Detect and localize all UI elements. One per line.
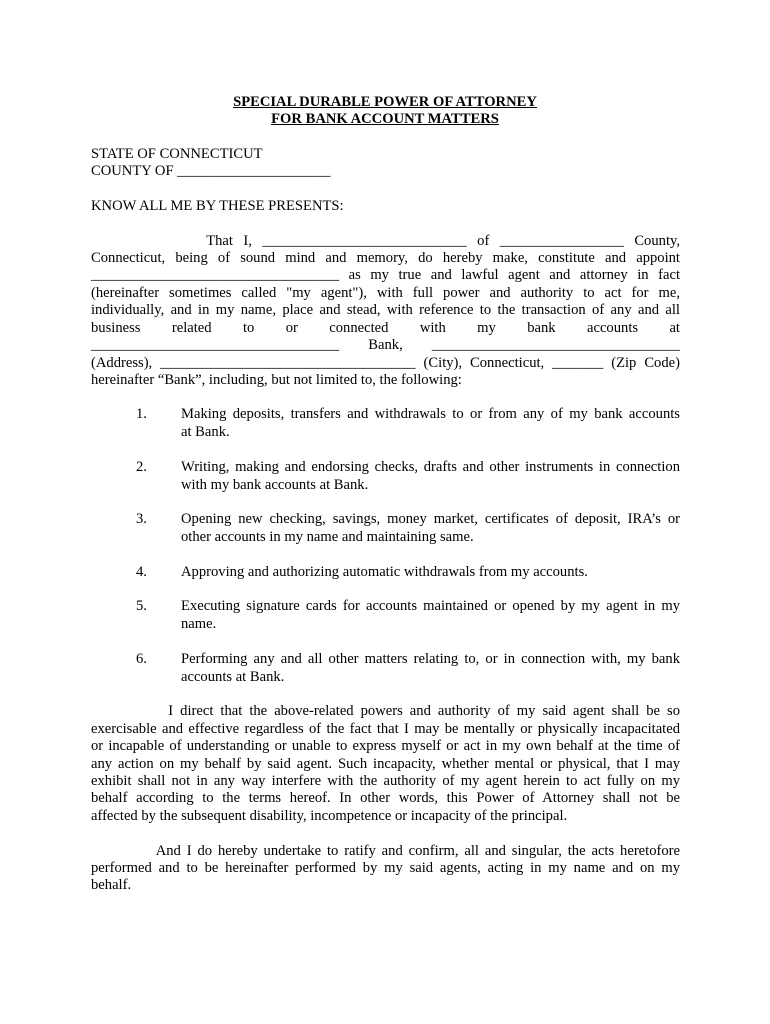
direct-line: exhibit shall not in any way interfere with the authority of my agent herein to act fully on my [91, 773, 680, 789]
list-item-number: 5. [136, 598, 147, 614]
intro-line: __________________________________ Bank, __________________________________ [91, 337, 680, 353]
list-item-line: name. [181, 615, 217, 632]
intro-line: individually, and in my name, place and stead, with reference to the transaction of any and all [91, 302, 680, 318]
list-item-number: 3. [136, 511, 147, 527]
list-item-line: Performing any and all other matters relating to, or in connection with, my bank [181, 651, 680, 667]
ratify-last-line: behalf. [91, 877, 132, 893]
list-item-line: at Bank. [181, 423, 230, 440]
list-item-line: other accounts in my name and maintaining same. [181, 528, 474, 545]
direct-line: exercisable and effective regardless of the fact that I may be mentally or physically incapacitated [91, 721, 680, 737]
list-item-line: Executing signature cards for accounts maintained or opened by my agent in my [181, 598, 680, 614]
list-item-line: Opening new checking, savings, money market, certificates of deposit, IRA’s or [181, 511, 680, 527]
intro-line: Connecticut, being of sound mind and memory, do hereby make, constitute and appoint [91, 250, 680, 266]
list-item-line: Making deposits, transfers and withdrawals to or from any of my bank accounts [181, 406, 680, 422]
direct-line: I direct that the above-related powers and authority of my said agent shall be so [91, 703, 680, 719]
list-item-text [181, 651, 680, 686]
document-title-line2: FOR BANK ACCOUNT MATTERS [271, 111, 499, 127]
direct-line: or incapable of understanding or unable to express myself or act in my own behalf at the time of [91, 738, 680, 754]
direct-line: behalf according to the terms hereof. In other words, this Power of Attorney shall not be [91, 790, 680, 806]
list-item-line: Approving and authorizing automatic withdrawals from my accounts. [181, 564, 588, 580]
know-all-heading: KNOW ALL ME BY THESE PRESENTS: [91, 198, 344, 214]
intro-line: (Address), ___________________________________ (City), Connecticut, _______ (Zip Code) [91, 355, 680, 371]
direct-last-line: affected by the subsequent disability, incompetence or incapacity of the principal. [91, 808, 568, 824]
list-item-number: 4. [136, 564, 147, 580]
state-line: STATE OF CONNECTICUT [91, 146, 263, 162]
document-title-line1: SPECIAL DURABLE POWER OF ATTORNEY [233, 94, 537, 110]
list-item-number: 6. [136, 651, 147, 667]
ratify-line: And I do hereby undertake to ratify and confirm, all and singular, the acts heretofore [91, 843, 680, 859]
county-line: COUNTY OF _____________________ [91, 163, 331, 179]
intro-line: business related to or connected with my bank accounts at [91, 320, 680, 336]
list-item-text [181, 564, 680, 582]
intro-line: (hereinafter sometimes called "my agent"), with full power and authority to act for me, [91, 285, 680, 301]
list-item-text [181, 459, 680, 494]
list-item-number: 1. [136, 406, 147, 422]
list-item-line: Writing, making and endorsing checks, drafts and other instruments in connection [181, 459, 680, 475]
list-item-number: 2. [136, 459, 147, 475]
list-item-line: with my bank accounts at Bank. [181, 476, 369, 493]
ratify-line: performed and to be hereinafter performed by my said agents, acting in my name and on my [91, 860, 680, 876]
intro-line: That I, ____________________________ of _________________ County, [91, 233, 680, 249]
direct-line: any action on my behalf by said agent. Such incapacity, whether mental or physical, that I may [91, 756, 680, 772]
list-item-text [181, 598, 680, 633]
list-item-text [181, 406, 680, 441]
intro-line: __________________________________ as my true and lawful agent and attorney in fact [91, 267, 680, 283]
list-item-text [181, 511, 680, 546]
list-item-line: accounts at Bank. [181, 668, 285, 685]
intro-last-line: hereinafter “Bank”, including, but not limited to, the following: [91, 372, 462, 388]
